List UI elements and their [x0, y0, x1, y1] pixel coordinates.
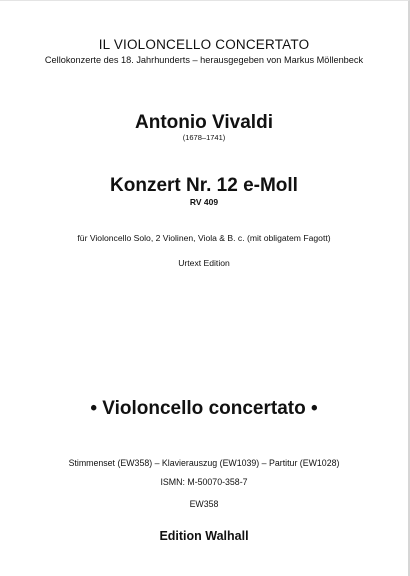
ismn-number: ISMN: M-50070-358-7: [160, 477, 248, 487]
work-title: Konzert Nr. 12 e-Moll: [110, 175, 298, 196]
composer-dates: (1678–1741): [182, 133, 226, 142]
order-number: EW358: [189, 499, 219, 509]
series-title: IL VIOLONCELLO CONCERTATO: [98, 37, 310, 52]
catalog-number: RV 409: [189, 197, 219, 207]
publisher-name: Edition Walhall: [159, 529, 249, 543]
part-title: • Violoncello concertato •: [90, 398, 318, 419]
series-subtitle: Cellokonzerte des 18. Jahrhunderts – herausgegeben von Markus Möllenbeck: [44, 55, 364, 65]
edition-type: Urtext Edition: [178, 258, 230, 268]
related-editions: Stimmenset (EW358) – Klavierauszug (EW1039) – Partitur (EW1028): [68, 458, 340, 468]
composer-name: Antonio Vivaldi: [135, 112, 273, 133]
instrumentation: für Violoncello Solo, 2 Violinen, Viola & B. c. (mit obligatem Fagott): [77, 233, 331, 243]
